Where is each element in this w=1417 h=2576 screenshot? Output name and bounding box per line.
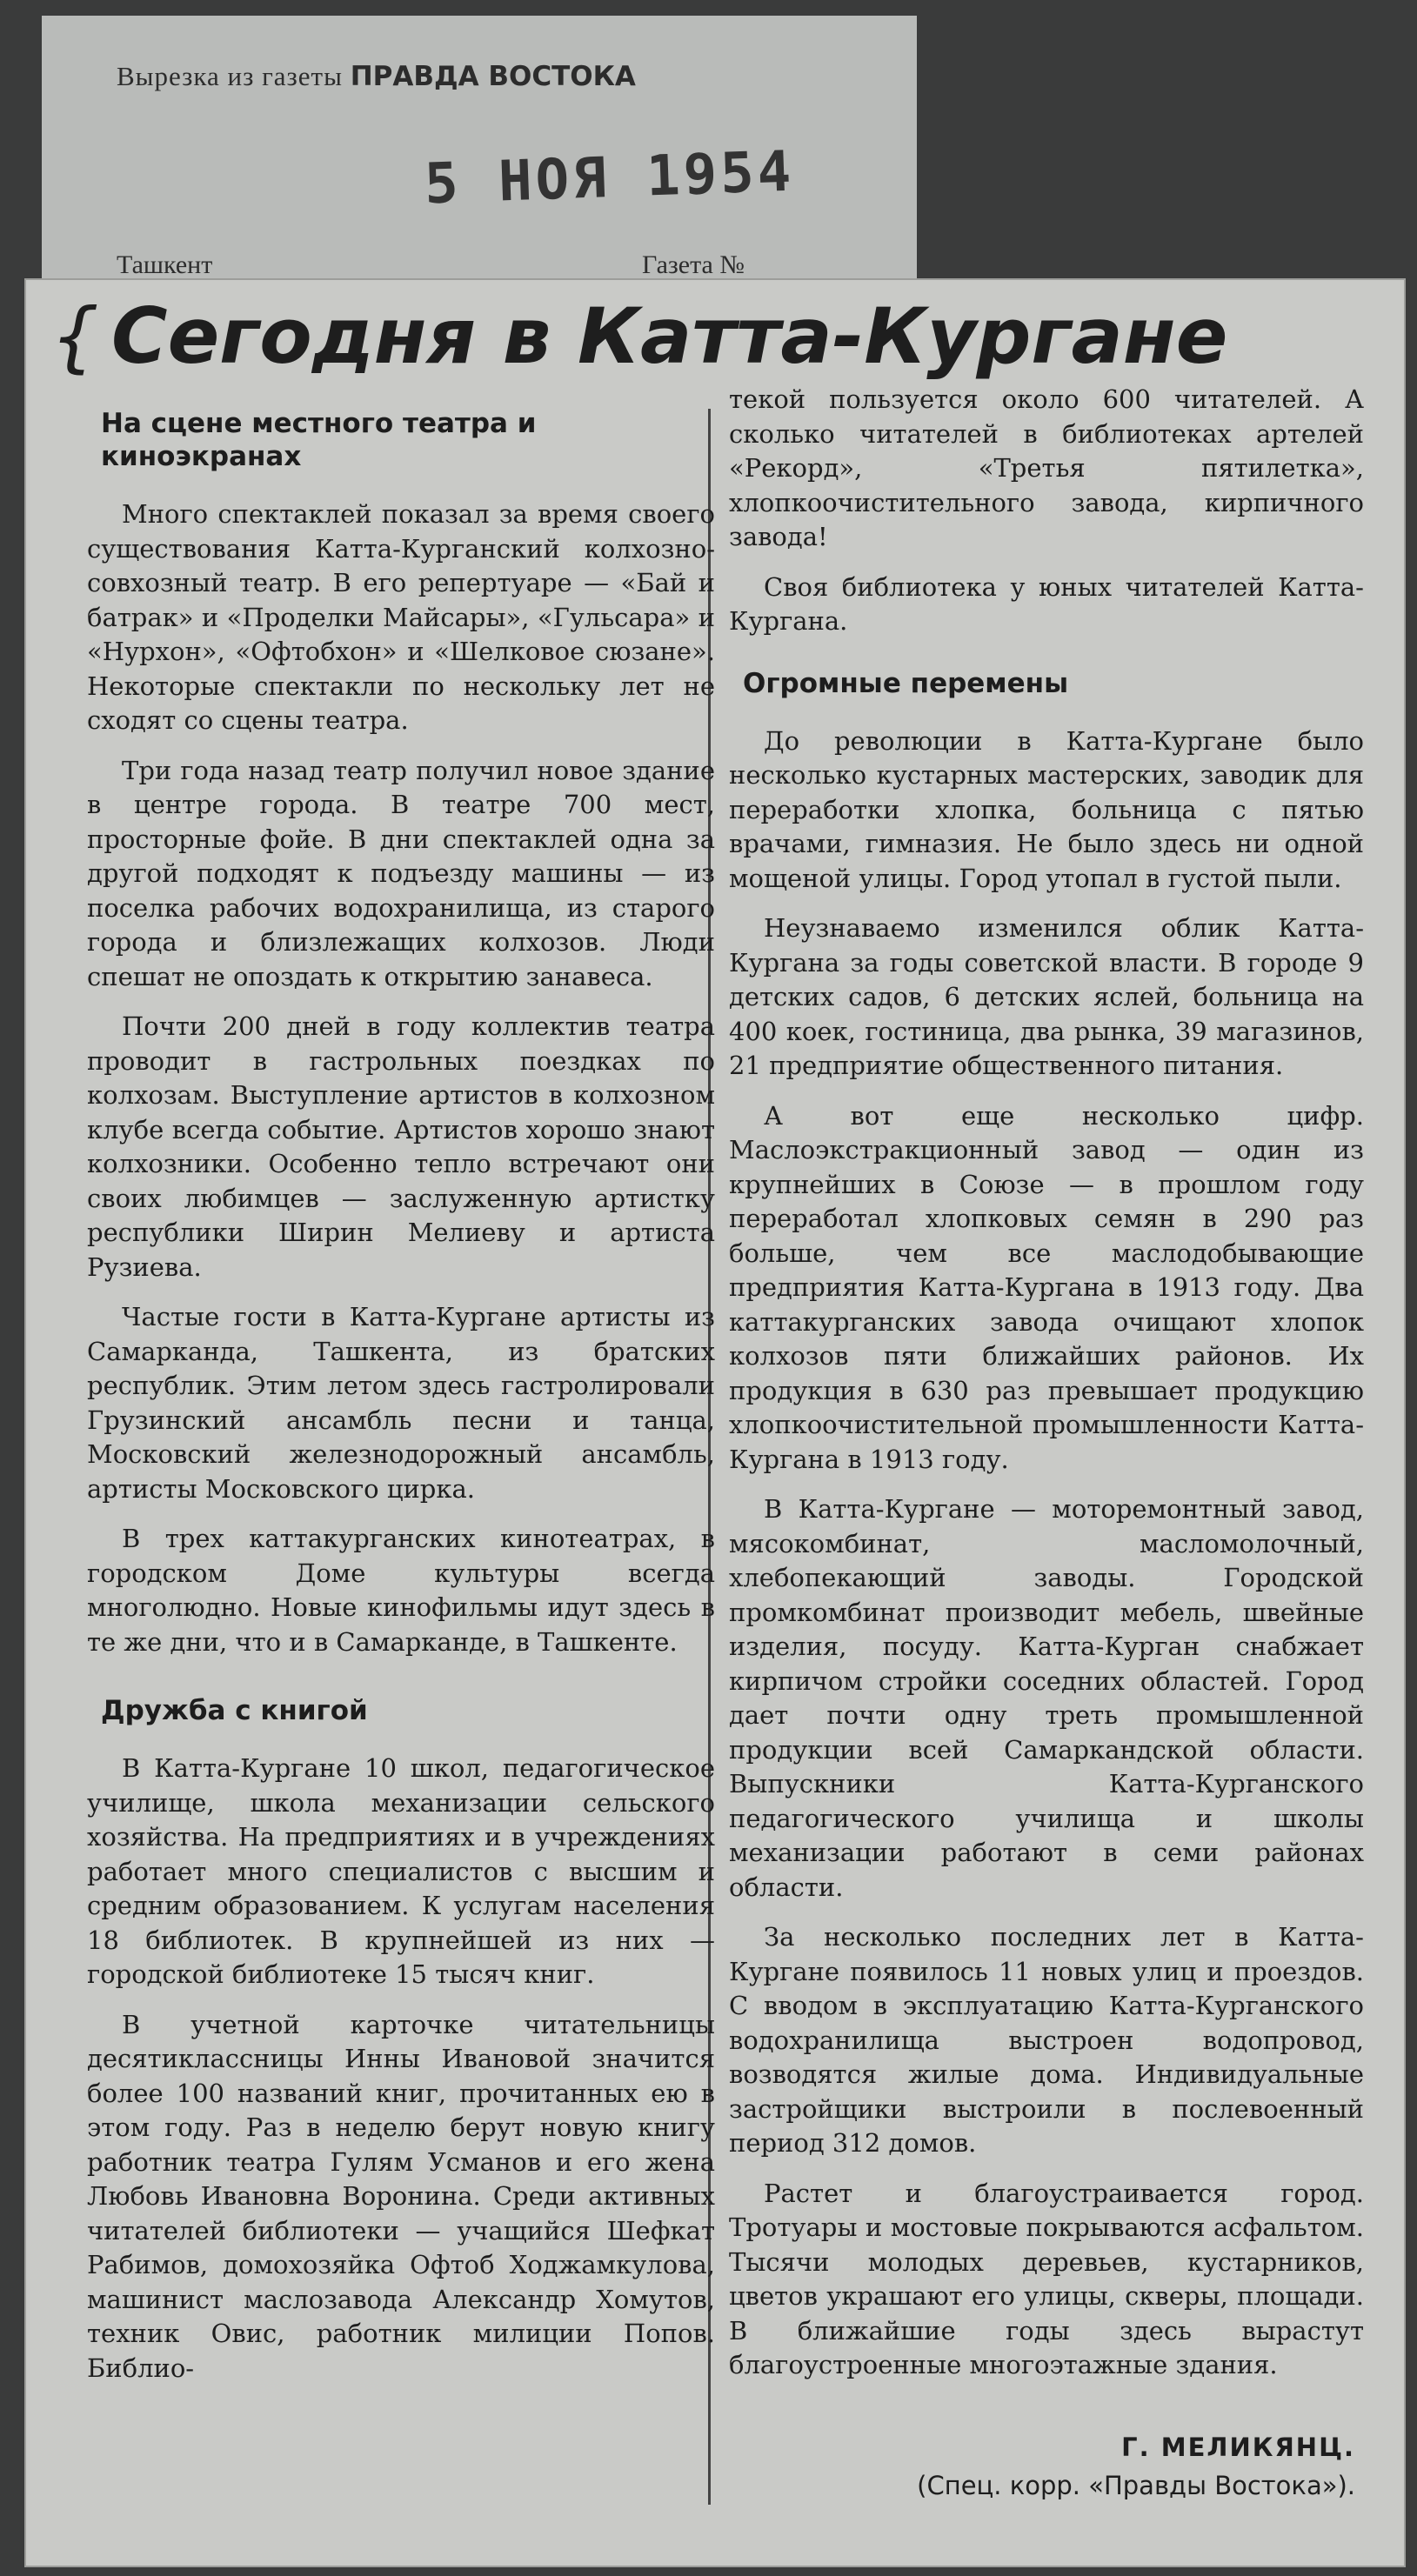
section-heading-changes: Огромные перемены	[743, 667, 1069, 699]
paragraph: Почти 200 дней в году коллектив театра проводит в гастрольных поездках по колхозам. Выступление артистов в колхозном клубе всегда событие. Артистов хорошо знают колхозники. Особенно тепло встречают они своих любимцев — заслуженную артистку республики Ширин Мелиеву и артиста Рузиева.	[87, 1011, 715, 1282]
paragraph: А вот еще несколько цифр. Маслоэкстракционный завод — один из крупнейших в Союзе — в прошлом году переработал хлопковых семян в 290 раз больше, чем все маслодобывающие предприятия Катта-Кургана в 1913 году. Два каттакурганских завода очищают хлопок колхозов пяти ближайших районов. Их продукция в 630 раз превышает продукцию хлопкоочистительной промышленности Катта-Кургана в 1913 году.	[729, 1100, 1364, 1474]
paragraph: В Катта-Кургане — моторемонтный завод, мясокомбинат, масломолочный, хлебопекающий заводы. Городской промкомбинат производит мебель, швейные изделия, посуду. Катта-Курган снабжает кирпичом стройки соседних областей. Город дает почти одну треть промышленной продукции всей Самаркандской области. Выпускники Катта-Курганского педагогического училища и школы механизации работают в семи районах области.	[729, 1494, 1364, 1902]
paragraph: Растет и благоустраивается город. Тротуары и мостовые покрываются асфальтом. Тысячи молодых деревьев, кустарников, цветов украшают его улицы, скверы, площади. В ближайшие годы здесь вырастут благоустроенные многоэтажные здания.	[729, 2178, 1364, 2379]
author-note: (Спец. корр. «Правды Востока»).	[917, 2471, 1355, 2500]
section-heading-theatre: На сцене местного театра и киноэкранах	[101, 408, 537, 472]
paragraph: За несколько последних лет в Катта-Кургане появилось 11 новых улиц и проездов. С вводом в эксплуатацию Катта-Курганского водохранилища выстроен водопровод, возводятся жилые дома. Индивидуальные застройщики выстроили в послевоенный период 312 домов.	[729, 1922, 1364, 2158]
section-heading-books: Дружба с книгой	[101, 1695, 368, 1726]
stamp-date: 5 НОЯ 1954	[423, 139, 796, 217]
stamp-clip-label: Вырезка из газеты	[117, 61, 343, 91]
author-name: Г. МЕЛИКЯНЦ.	[1121, 2433, 1355, 2462]
article-title: Сегодня в Катта-Кургане	[111, 291, 1228, 381]
stamp-header	[117, 61, 636, 92]
paragraph: Своя библиотека у юных читателей Катта-Кургана.	[729, 571, 1364, 636]
left-column	[87, 402, 715, 2401]
paragraph: До революции в Катта-Кургане было несколько кустарных мастерских, заводик для переработки хлопка, больница с пятью врачами, гимназия. Не было здесь ни одной мощеной улицы. Город утопал в густой пыли.	[729, 725, 1364, 893]
stamp-gazeta-label: Газета №	[642, 250, 745, 279]
paragraph: В трех каттакурганских кинотеатрах, в городском Доме культуры всегда многолюдно. Новые кинофильмы идут здесь в те же дни, что и в Самарканде, в Ташкенте.	[87, 1524, 715, 1657]
stamp-city: Ташкент	[117, 250, 213, 279]
clipping-stamp	[42, 16, 917, 296]
paragraph: Неузнаваемо изменился облик Катта-Кургана за годы советской власти. В городе 9 детских садов, 6 детских яслей, больница на 400 коек, гостиница, два рынка, 39 магазинов, 21 предприятие общественного питания.	[729, 913, 1364, 1080]
stamp-newspaper-name: ПРАВДА ВОСТОКА	[350, 61, 636, 92]
byline	[917, 2428, 1355, 2505]
newspaper-clipping	[26, 280, 1404, 2566]
paragraph: Три года назад театр получил новое здание в центре города. В театре 700 мест, просторные фойе. В дни спектаклей одна за другой подходят к подъезду машины — из поселка рабочих водохранилища, из старого города и близлежащих колхозов. Люди спешат не опоздать к открытию занавеса.	[87, 755, 715, 991]
paragraph: В учетной карточке читательницы десятиклассницы Инны Ивановой значится более 100 названий книг, прочитанных ею в этом году. Раз в неделю берут новую книгу работник театра Гулям Усманов и его жена Любовь Ивановна Воронина. Среди активных читателей библиотеки — учащийся Шефкат Рабимов, домохозяйка Офтоб Ходжамкулова, машинист маслозавода Александр Хомутов, техник Овис, работник милиции Попов. Библио-	[87, 2009, 715, 2383]
paragraph: В Катта-Кургане 10 школ, педагогическое училище, школа механизации сельского хозяйства. На предприятиях и в учреждениях работает много специалистов с высшим и средним образованием. К услугам населения 18 библиотек. В крупнейшей из них — городской библиотеке 15 тысяч книг.	[87, 1753, 715, 1989]
paragraph: Много спектаклей показал за время своего существования Катта-Курганский колхозно-совхозный театр. В его репертуаре — «Бай и батрак» и «Проделки Майсары», «Гульсара» и «Нурхон», «Офтобхон» и «Шелковое сюзане». Некоторые спектакли по нескольку лет не сходят со сцены театра.	[87, 499, 715, 735]
paragraph: Частые гости в Катта-Кургане артисты из Самарканда, Ташкента, из братских республик. Этим летом здесь гастролировали Грузинский ансамбль песни и танца, Московский железнодорожный ансамбль, артисты Московского цирка.	[87, 1302, 715, 1504]
paragraph: текой пользуется около 600 читателей. А сколько читателей в библиотеках артелей «Рекорд», «Третья пятилетка», хлопкоочистительного завода, кирпичного завода!	[729, 384, 1364, 551]
article-headline: { Сегодня в Катта-Кургане	[50, 291, 1228, 381]
right-column	[729, 383, 1364, 2399]
